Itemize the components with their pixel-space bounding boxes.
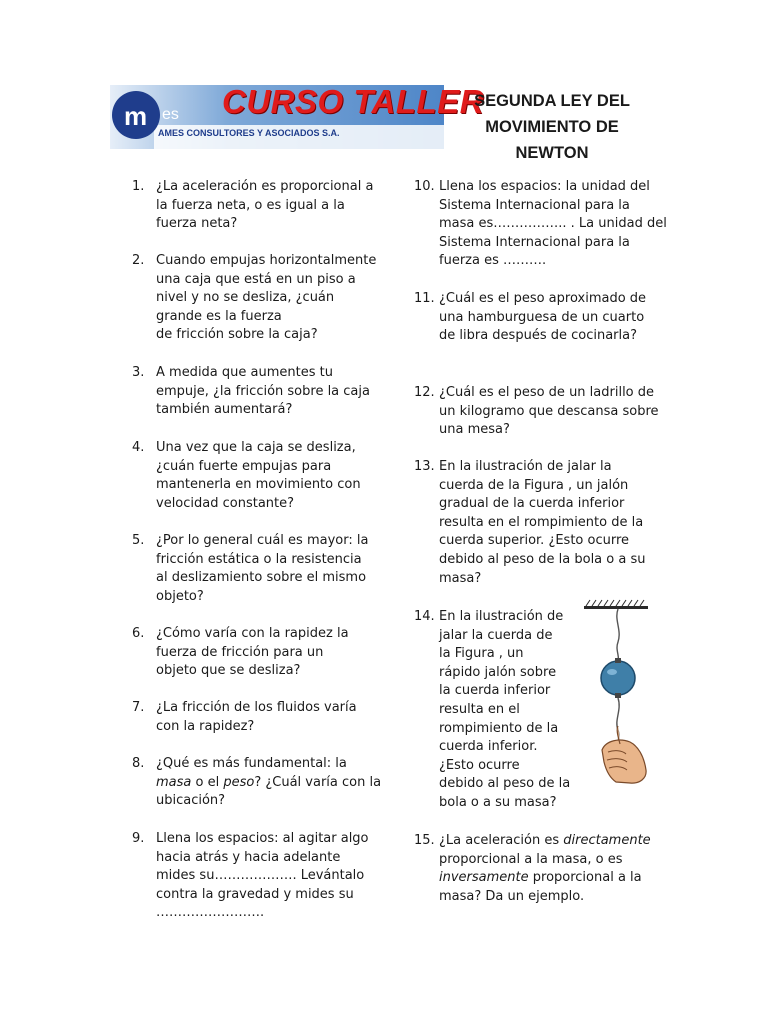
hanging-ball-illustration (580, 600, 654, 785)
logo-title: CURSO TALLER (222, 83, 485, 120)
upper-string (617, 609, 619, 662)
logo-subtitle: AMES CONSULTORES Y ASOCIADOS S.A. (158, 128, 340, 138)
logo-es: es (162, 106, 179, 123)
logo-mark: m (124, 101, 148, 131)
hand-icon (602, 726, 646, 783)
logo-banner (110, 83, 485, 149)
ceiling-icon (584, 600, 648, 609)
ball (601, 661, 635, 695)
page-title: SEGUNDA LEY DEL MOVIMIENTO DE NEWTON (474, 92, 630, 162)
